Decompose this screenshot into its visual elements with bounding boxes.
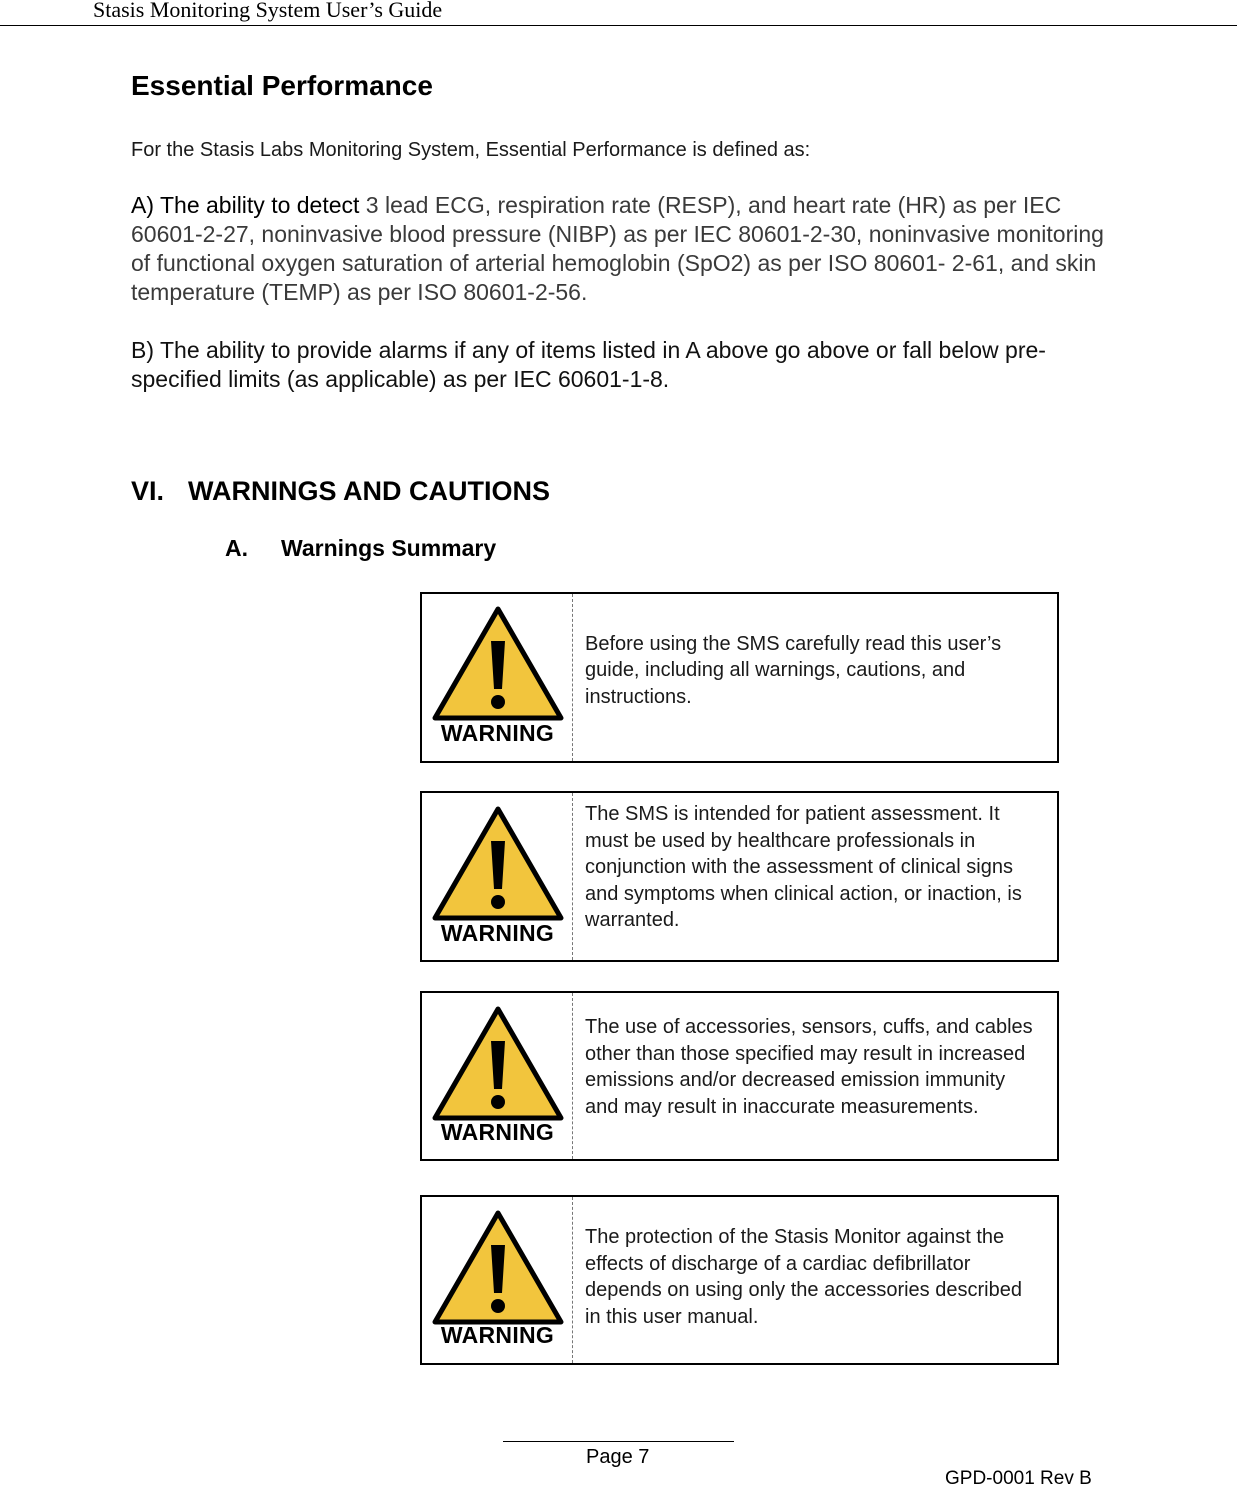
header-rule xyxy=(0,25,1237,26)
warning-text: The use of accessories, sensors, cuffs, and cables other than those specified may result in increased emissions and/or decreased emission immunity and may result in inaccurate measurements. xyxy=(585,1016,1033,1118)
footer-rule xyxy=(503,1441,734,1442)
running-header: Stasis Monitoring System User’s Guide xyxy=(93,0,443,22)
warning-icon-cell xyxy=(422,1197,573,1363)
warning-triangle-icon xyxy=(432,805,564,921)
warning-box xyxy=(420,1195,1059,1365)
subsection-title: Warnings Summary xyxy=(281,535,497,561)
chapter-heading xyxy=(131,476,550,507)
warning-box xyxy=(420,791,1059,962)
warning-label: WARNING xyxy=(440,920,555,946)
page-number: Page 7 xyxy=(586,1446,650,1468)
warning-triangle-icon xyxy=(432,1005,564,1121)
subsection-number: A. xyxy=(225,535,248,561)
chapter-title: WARNINGS AND CAUTIONS xyxy=(188,476,550,506)
warning-box xyxy=(420,991,1059,1161)
essential-performance-item-b: B) The ability to provide alarms if any of items listed in A above go above or fall below pre-specified limits (as applicable) as per IEC 60601-1-8. xyxy=(131,337,1046,392)
intro-text: For the Stasis Labs Monitoring System, Essential Performance is defined as: xyxy=(131,139,811,161)
item-a-lead: A) The ability to detect xyxy=(131,192,360,218)
warning-label: WARNING xyxy=(440,1322,555,1348)
warning-triangle-icon xyxy=(432,605,564,721)
warning-triangle-icon xyxy=(432,1209,564,1325)
subsection-heading xyxy=(225,535,496,562)
section-title: Essential Performance xyxy=(131,70,433,101)
warning-text: Before using the SMS carefully read this user’s guide, including all warnings, cautions, and instructions. xyxy=(585,632,1002,708)
warning-icon-cell xyxy=(422,594,573,761)
warning-label: WARNING xyxy=(440,1119,555,1145)
item-a-body: 3 lead ECG, respiration rate (RESP), and heart rate (HR) as per IEC 60601-2-27, noninvasive blood pressure (NIBP) as per IEC 80601-2-30, noninvasive monitoring of functional oxygen saturation of arterial hemoglobin (SpO2) as per ISO 80601- 2-61, and skin temperature (TEMP) as per ISO 80601-2-56. xyxy=(131,192,1104,305)
warning-icon-cell xyxy=(422,993,573,1159)
chapter-number: VI. xyxy=(131,476,165,506)
essential-performance-item-a xyxy=(131,191,1121,307)
warning-box xyxy=(420,592,1059,763)
warning-icon-cell xyxy=(422,793,573,960)
warning-label: WARNING xyxy=(440,720,555,746)
warning-text: The SMS is intended for patient assessment. It must be used by healthcare professionals in conjunction with the assessment of clinical signs and symptoms when clinical action, or inaction, is warranted. xyxy=(585,803,1022,932)
warning-text: The protection of the Stasis Monitor against the effects of discharge of a cardiac defibrillator depends on using only the accessories described in this user manual. xyxy=(585,1226,1022,1328)
document-id: GPD-0001 Rev B xyxy=(945,1468,1092,1489)
